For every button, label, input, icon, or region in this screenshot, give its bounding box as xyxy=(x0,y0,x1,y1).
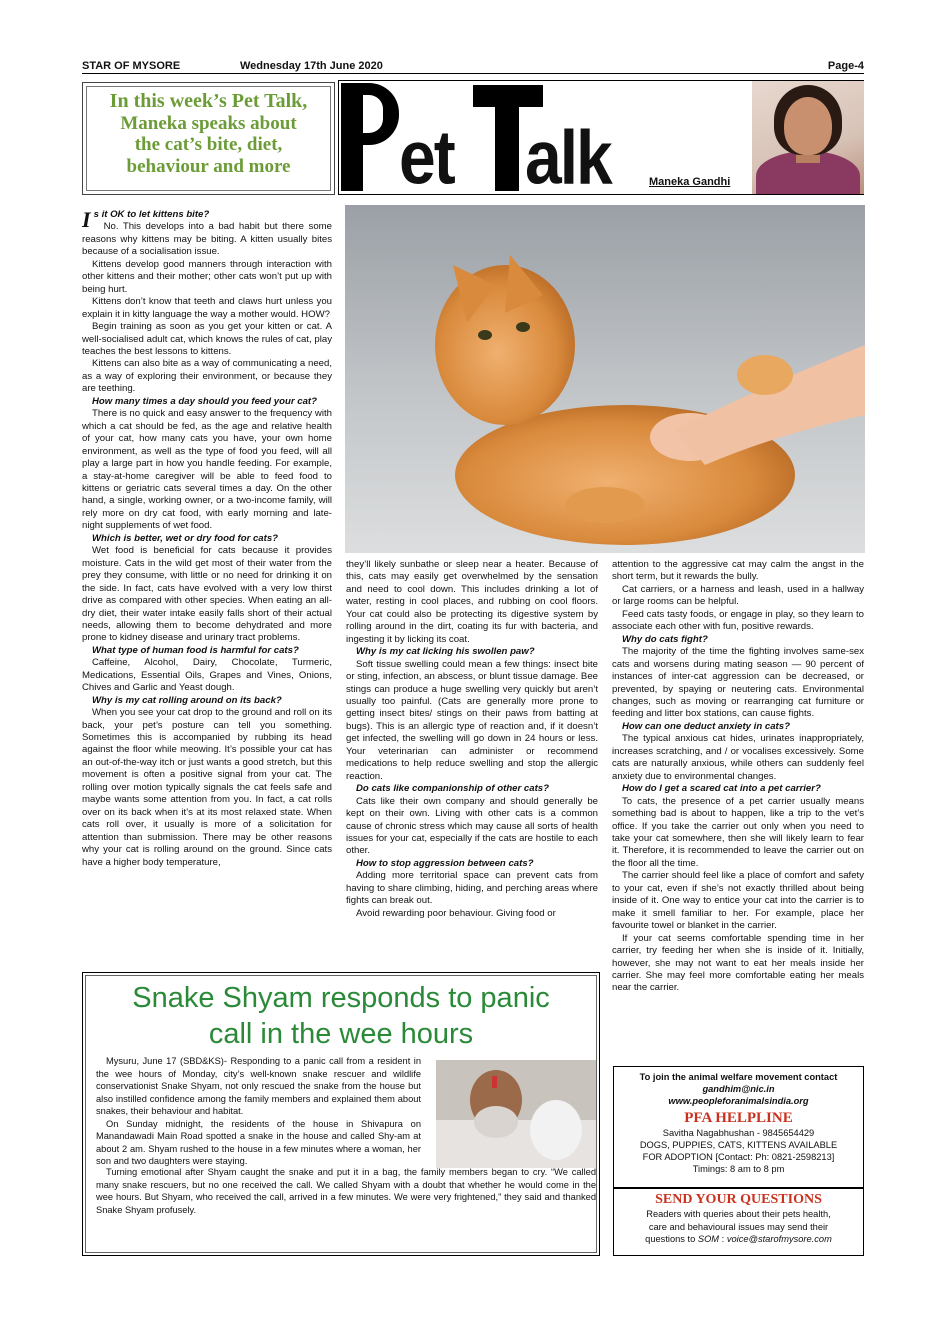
teaser-text xyxy=(86,86,331,191)
page-number: Page-4 xyxy=(827,60,864,72)
question-heading: Which is better, wet or dry food for cats? xyxy=(92,532,279,544)
snake-headline-line: Snake Shyam responds to panic xyxy=(132,982,550,1014)
teaser-line: behaviour and more xyxy=(126,155,291,177)
article-paragraph: If your cat seems comfortable spending time in her carrier, try feeding her when she is inside of it. Initially, however, she may not want to eat her meals inside her carrier. She may feel more comfortable eating her meals near the carrier. xyxy=(612,932,864,994)
teaser-box xyxy=(82,82,335,195)
send-questions-box xyxy=(613,1188,864,1256)
teaser-line: In this week’s Pet Talk, xyxy=(109,90,308,112)
question-heading: Do cats like companionship of other cats? xyxy=(356,783,549,795)
article-paragraph: Cat carriers, or a harness and leash, used in a hallway or large rooms can be helpful. xyxy=(612,583,864,608)
article-paragraph: Cats like their own company and should generally be kept on their own. Living with other cats is a common cause of chronic stress which may cause all sorts of health issues for your cat, especially if the cats are hostile to each other. xyxy=(346,795,598,857)
pfa-helpline-title: PFA HELPLINE xyxy=(684,1110,793,1126)
pet-talk-banner xyxy=(338,80,864,200)
send-questions-separator: : xyxy=(719,1234,727,1245)
snake-shyam-article xyxy=(82,972,600,1256)
article-column-2 xyxy=(346,559,598,920)
question-heading: How do I get a scared cat into a pet carrier? xyxy=(622,783,821,795)
article-column-1 xyxy=(82,209,332,869)
article-paragraph: The carrier should feel like a place of comfort and safety to your cat, even if she’s not exactly thrilled about being inside of it. One way to entice your cat into the carrier is to make it smell familiar to her. For example, place her favourite towel or blanket in the carrier. xyxy=(612,870,864,932)
question-heading: How can one deduct anxiety in cats? xyxy=(622,720,790,732)
send-questions-title: SEND YOUR QUESTIONS xyxy=(655,1192,822,1207)
article-paragraph: When you see your cat drop to the ground and roll on its back, your pet’s posture can tell you something. Sometimes this is accompanied by rubbing its head against the floor while meowing. It’s possible your cat has an out-of-the-way itch or just wants a good stretch, but this movement is often a positive signal from your cat. The rolling over motion typically signals the cat feels safe and maybe wants some attention from you. In fact, a cat rolls over on its back when it’s at its most relaxed state. When cats roll over, it usually is more of a solicitation for attention than submission. There may be other reasons why your cat is rolling around on the ground. Since cats have a higher body temperature, xyxy=(82,707,332,868)
article-paragraph: Begin training as soon as you get your kitten or cat. A well-socialised adult cat, which knows the rules of cat, play teaches the best lessons to kittens. xyxy=(82,321,332,357)
question-heading: How many times a day should you feed your cat? xyxy=(92,395,317,407)
question-heading xyxy=(82,207,332,232)
publication-name: STAR OF MYSORE xyxy=(82,60,181,72)
article-paragraph: The typical anxious cat hides, urinates inappropriately, increases scratching, and / or vocalises excessively. Some cats are naturally anxious, while others can suddenly feel anxiety due to environmental changes. xyxy=(612,733,864,782)
article-paragraph: Soft tissue swelling could mean a few things: insect bite or sting, infection, an abscess, or blunt tissue damage. Bee stings can produce a huge swelling very quickly but aren’t usually too painful. (Cats are generally more prone to getting insect bites/ stings on their paws from batting at bugs). This is an allergic type of reaction and, if it doesn’t get infected, the swelling will go down in 24 hours or less. Your veterinarian can administer or recommend medications to help reduce swelling and stop the allergic reaction. xyxy=(346,658,598,782)
pfa-timings: Timings: 8 am to 8 pm xyxy=(692,1164,785,1174)
question-heading-text: s it OK to let kittens bite? xyxy=(93,209,210,220)
pfa-website[interactable]: www.peopleforanimalsindia.org xyxy=(668,1096,809,1106)
snake-article-body xyxy=(96,1055,421,1168)
article-paragraph: Adding more territorial space can prevent cats from having to share climbing, hiding, and perching areas where fights can break out. xyxy=(346,870,598,907)
snake-paragraph: Mysuru, June 17 (SBD&KS)- Responding to a panic call from a resident in the wee hours of Monday, city’s well-known snake rescuer and wildlife conservationist Snake Shyam, not only rescued the snake from the house but also instilled confidence among the family members and explained them about snakes, their behaviour and habitat. xyxy=(96,1056,421,1116)
article-paragraph: Kittens don’t know that teeth and claws hurt unless you explain it in kitty language the way a mother would. HOW? xyxy=(82,296,332,320)
questions-email[interactable]: voice@starofmysore.com xyxy=(726,1234,832,1245)
snake-headline-line: call in the wee hours xyxy=(208,1018,474,1050)
question-heading: How to stop aggression between cats? xyxy=(356,857,534,869)
som-label: SOM xyxy=(697,1234,720,1245)
snake-paragraph: Turning emotional after Shyam caught the snake and put it in a bag, the family members began to cry. “We called many snake rescuers, but no one received the call. We called Shyam with a doubt that whether he would come in the wee hours. But Shyam, who received the call, arrived in a few minutes. We were very frightened,” they said and thanked Snake Shyam profusely. xyxy=(96,1167,596,1215)
columnist-portrait xyxy=(752,81,864,194)
banner-pet-suffix: et xyxy=(399,114,454,200)
snake-paragraph: On Sunday midnight, the residents of the house in Shivapura on Manandawadi Main Road spotted a snake in the house and called Shy-am at about 2 am. Shyam rushed to the house in a few minutes where a woman, her son and two daughters were staying. xyxy=(96,1118,421,1166)
pfa-contact: Savitha Nagabhushan - 9845654429 xyxy=(662,1128,815,1138)
send-questions-line: Readers with queries about their pets health, xyxy=(646,1209,831,1219)
question-heading: Why do cats fight? xyxy=(622,633,708,645)
article-paragraph: There is no quick and easy answer to the frequency with which a cat should be fed, as the age and relative health of your cat, how many cats you have, your own home environment, as well as the type of food you feed, will all play a large part in how you handle feeding. For example, a stay-at-home caregiver will be able to feed food to kittens or geriatric cats several times a day. On the other hand, a single, working owner, or a two-income family, will rely more on dry cat food, with early morning and late-night supplements of wet food. xyxy=(82,408,332,532)
article-paragraph: attention to the aggressive cat may calm the angst in the short term, but it rewards the bully. xyxy=(612,559,864,583)
teaser-line: Maneka speaks about xyxy=(120,112,297,134)
pfa-adoption-line: FOR ADOPTION [Contact: Ph: 0821-2598213] xyxy=(642,1152,835,1162)
article-paragraph: Caffeine, Alcohol, Dairy, Chocolate, Turmeric, Medications, Essential Oils, Grapes and Vines, Onions, Chives and Garlic and Yeast dough. xyxy=(82,657,332,694)
question-heading: What type of human food is harmful for cats? xyxy=(92,644,299,656)
article-paragraph: Wet food is beneficial for cats because it provides moisture. Cats in the wild get most of their water from the prey they consume, with little or no need for drinking it on the side. In fact, cats have evolved with a very low thirst drive as compared with other species. When eating an all-dry diet, their water intake easily falls short of their actual needs, allowing them to become dehydrated and more prone to kidney disease and urinary tract problems. xyxy=(82,545,332,644)
issue-date: Wednesday 17th June 2020 xyxy=(240,60,383,72)
article-paragraph: they’ll likely sunbathe or sleep near a heater. Because of this, cats may easily get overwhelmed by the sensation and need to cool down. This includes drinking a lot of water, resting in cool places, and rubbing on cool floors. Your cat could also be protecting its digestive system by rolling around in the dirt, coating its fur with bacteria, and ingesting it by licking its coat. xyxy=(346,559,598,645)
question-heading: Why is my cat licking his swollen paw? xyxy=(356,646,535,658)
send-questions-prefix: questions to xyxy=(645,1234,698,1245)
drop-cap: I xyxy=(82,207,91,232)
article-paragraph: The majority of the time the fighting involves same-sex cats and worsens during mating season — 90 percent of instances of inter-cat aggression can be decreased, or prevented, by spaying or neutering cats. Environmental changes, such as moving or rearranging cat furniture or feeding and litter box stations, can cause fights. xyxy=(612,646,864,720)
pfa-helpline-box xyxy=(613,1066,864,1188)
masthead xyxy=(82,60,864,74)
article-paragraph: Kittens can also bite as a way of communicating a need, as a way of exploring their environment, or because they are teething. xyxy=(82,358,332,395)
article-paragraph: Avoid rewarding poor behaviour. Giving food or xyxy=(356,907,556,919)
teaser-line: the cat’s bite, diet, xyxy=(134,134,283,155)
snake-headline xyxy=(86,980,596,1052)
send-questions-line xyxy=(614,1233,863,1246)
pfa-email[interactable]: gandhim@nic.in xyxy=(702,1084,775,1094)
article-paragraph: Feed cats tasty foods, or engage in play, so they learn to associate each other with fun, positive rewards. xyxy=(612,608,864,633)
article-column-3 xyxy=(612,559,864,995)
article-paragraph: To cats, the presence of a pet carrier usually means something bad is about to happen, like a trip to the vet’s office. If you take the carrier out only when you need to take your cat somewhere, then she will likely learn to fear it. Therefore, it is recommended to leave the carrier out on the floor all the time. xyxy=(612,795,864,869)
banner-talk-suffix: alk xyxy=(525,114,611,200)
snake-shyam-photo xyxy=(436,1060,596,1168)
columnist-name: Maneka Gandhi xyxy=(649,176,731,188)
send-questions-line: care and behavioural issues may send their xyxy=(648,1221,829,1232)
cat-biting-photo xyxy=(345,205,865,553)
pfa-intro: To join the animal welfare movement contact xyxy=(639,1072,838,1082)
pfa-adoption-line: DOGS, PUPPIES, CATS, KITTENS AVAILABLE xyxy=(639,1140,838,1150)
article-paragraph: Kittens develop good manners through interaction with other kittens and their mother; other cats won’t put up with being hurt. xyxy=(82,258,332,295)
article-paragraph: No. This develops into a bad habit but there some reasons why kittens may be biting. A kitten usually bites because of a socialisation issue. xyxy=(82,221,332,258)
question-heading: Why is my cat rolling around on its back? xyxy=(92,694,282,706)
